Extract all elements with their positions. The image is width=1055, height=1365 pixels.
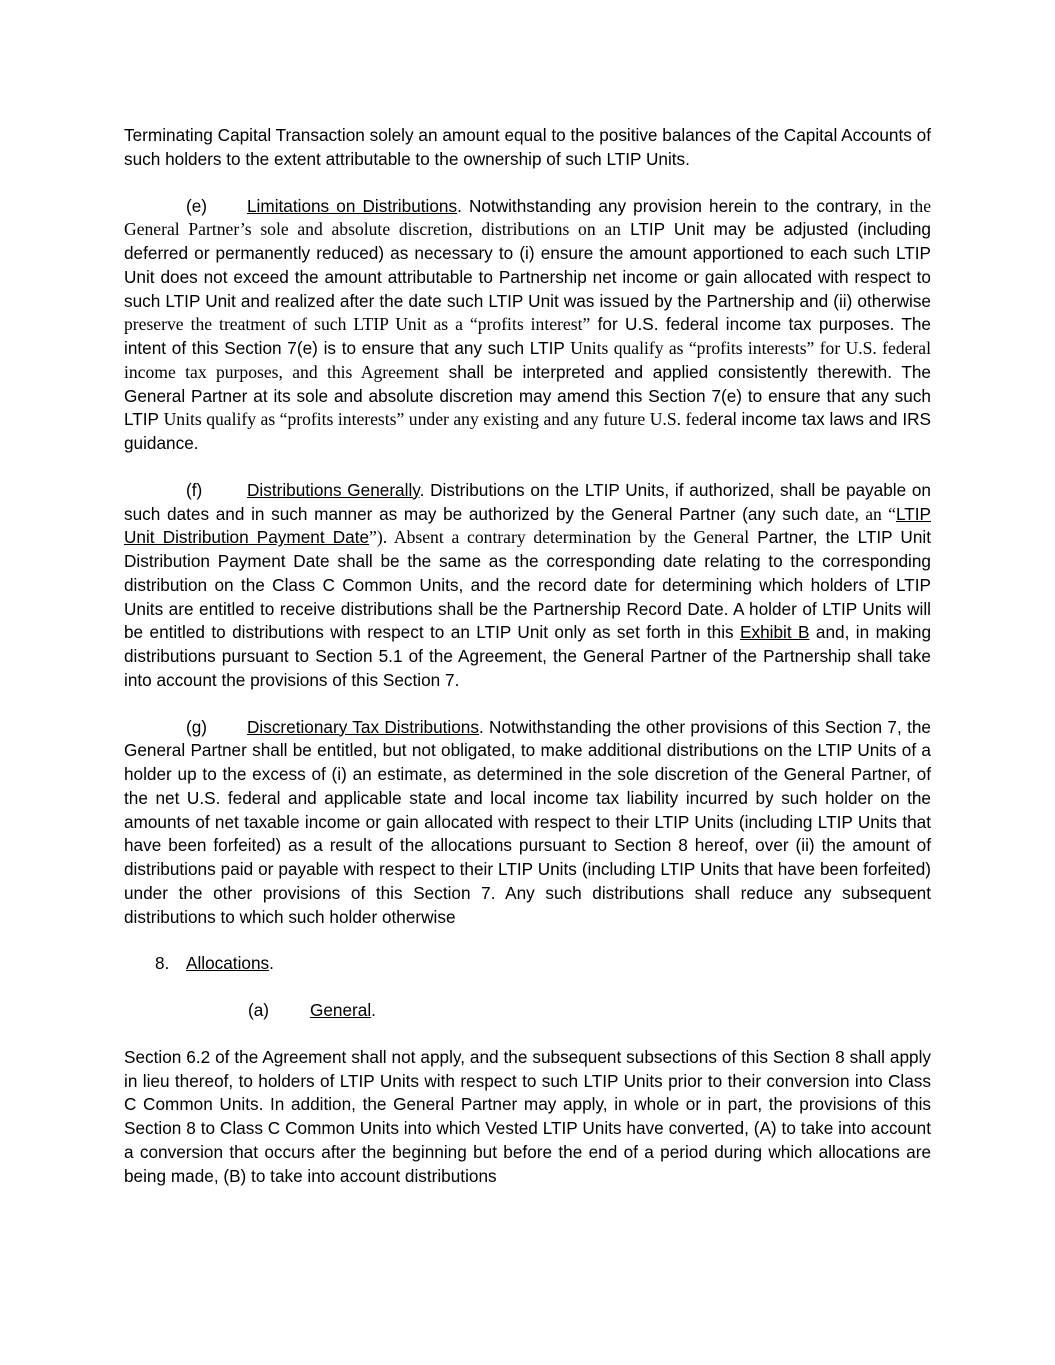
section-7e-text: eral income tax laws and IRS guidance.: [124, 409, 931, 453]
section-8a-marker: (a): [248, 1000, 270, 1020]
section-7e-text: Units qualify as “profits interests” for U.S. federal income tax purposes, and this Agreement: [124, 338, 931, 382]
paragraph-intro: Terminating Capital Transaction solely an amount equal to the positive balances of the Capital Accounts of such holders to the extent attributable to the ownership of such LTIP Units.: [124, 125, 931, 169]
section-7g-title: Discretionary Tax Distributions: [247, 716, 479, 737]
section-7e-text: preserve the treatment of such LTIP Unit as a “profits interest”: [124, 314, 591, 335]
section-7g-marker: (g): [186, 716, 208, 737]
section-7f-paragraph: [124, 479, 931, 693]
section-7e-marker: (e): [186, 195, 208, 216]
document-page: [124, 124, 931, 1211]
section-7e-text: . Notwithstanding any provision herein to the contrary,: [457, 195, 890, 216]
section-8a-title: General: [310, 1000, 372, 1020]
paragraph-final: Section 6.2 of the Agreement shall not apply, and the subsequent subsections of this Section 8 shall apply in lieu thereof, to holders of LTIP Units with respect to such LTIP Units prior to their conversion into Class C Common Units. In addition, the General Partner may apply, in whole or in part, the provisions of this Section 8 to Class C Common Units into which Vested LTIP Units have converted, (A) to take into account a conversion that occurs after the beginning but before the end of a period during which allocations are being made, (B) to take into account distributions: [124, 1046, 931, 1186]
section-8-number: 8.: [155, 953, 170, 974]
section-7e-text: shall be interpreted and applied consistently therewith. The General Partner at its sole and absolute discretion may amend this Section 7(e) to ensure that any such LTIP: [124, 361, 931, 430]
exhibit-b-reference: Exhibit B: [740, 622, 810, 643]
section-7e-text: in the General Partner’s sole and absolute discretion, distributions on an: [124, 195, 932, 240]
section-7e-text: LTIP Unit may be adjusted (including deferred or permanently reduced) as necessary to (i) ensure the amount apportioned to each such LTIP Unit does not exceed the amount attributable to Partnership net income or gain allocated with respect to such LTIP Unit and realized after the date such LTIP Unit was issued by the Partnership and (ii) otherwise: [124, 219, 931, 311]
section-7g-paragraph: [124, 716, 931, 930]
section-7f-title: Distributions Generally: [247, 479, 420, 500]
section-7f-text: and, in making distributions pursuant to Section 5.1 of the Agreement, the General Partner of the Partnership shall take into account the provisions of this Section 7.: [124, 622, 932, 690]
section-7e-text: for U.S. federal income tax purposes. The intent of this Section 7(e) is to ensure that any such LTIP: [124, 314, 931, 358]
defined-term: LTIP Unit Distribution Payment Date: [124, 503, 931, 548]
section-7e-paragraph: [124, 195, 931, 456]
section-8-heading: [155, 952, 931, 976]
section-7f-text: date, an “: [825, 503, 896, 524]
section-7f-marker: (f): [186, 479, 203, 500]
section-8a-heading: [248, 999, 931, 1023]
section-7f-text: ”). Absent a contrary determination by the General: [369, 527, 750, 548]
section-8-period: .: [269, 953, 274, 974]
section-8a-period: .: [371, 1000, 376, 1020]
section-7e-title: Limitations on Distributions: [247, 195, 458, 216]
section-8-title: Allocations: [186, 953, 270, 974]
section-7f-text: Partner, the LTIP Unit Distribution Payment Date shall be the same as the corresponding date relating to the corresponding distribution on the Class C Common Units, and the record date for determining which holders of LTIP Units are entitled to receive distributions shall be the Partnership Record Date. A holder of LTIP Units will be entitled to distributions with respect to an LTIP Unit only as set forth in this: [124, 527, 931, 643]
section-7e-text: Units qualify as “profits interests” under any existing and any future U.S. fed: [163, 409, 708, 430]
section-7g-text: . Notwithstanding the other provisions of this Section 7, the General Partner shall be entitled, but not obligated, to make additional distributions on the LTIP Units of a holder up to the excess of (i) an estimate, as determined in the sole discretion of the General Partner, of the net U.S. federal and applicable state and local income tax liability incurred by such holder on the amounts of net taxable income or gain allocated with respect to their LTIP Units (including LTIP Units that have been forfeited) as a result of the allocations pursuant to Section 8 hereof, over (ii) the amount of distributions paid or payable with respect to their LTIP Units (including LTIP Units that have been forfeited) under the other provisions of this Section 7. Any such distributions shall reduce any subsequent distributions to which such holder otherwise: [124, 716, 931, 927]
section-7f-text: . Distributions on the LTIP Units, if authorized, shall be payable on such dates and in such manner as may be authorized by the General Partner (any such: [124, 479, 931, 524]
